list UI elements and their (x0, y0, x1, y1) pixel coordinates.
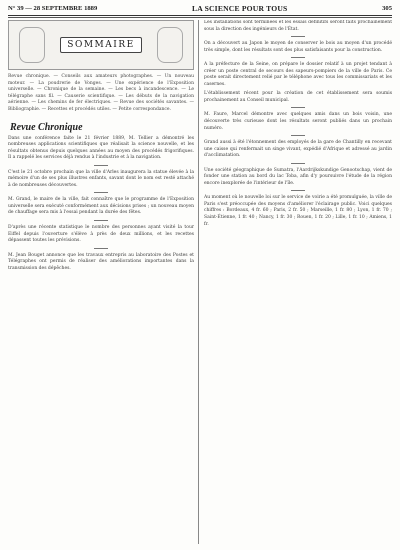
chronique-paragraph: M. Jean Bouget annonce que les travaux entrepris au laboratoire des Postes et Télégraphes ont permis de réaliser des améliorations importantes dans la transmission des dépêches. (8, 252, 194, 271)
journal-title: LA SCIENCE POUR TOUS (191, 4, 288, 13)
separator (291, 163, 305, 164)
column-paragraph: Grand aussi à été l'étonnement des employés de la gare de Chantilly en recevant une caisse qui renfermait un singe vivant, expédié d'Afrique et adressé au jardin d'acclimatation. (204, 140, 392, 159)
separator (291, 107, 305, 108)
column-paragraph: On a découvert au Japon le moyen de conserver le bois au moyen d'un procédé très simple, dont les résultats sont des plus satisfaisants pour la construction. (204, 41, 392, 53)
header-rule (8, 15, 392, 16)
column-paragraph: Les installations sont terminées et les essais définitifs seront faits prochainement sous la direction des ingénieurs de l'État. (204, 20, 392, 32)
chronique-paragraph: M. Grand, le maire de la ville, fait connaître que le programme de l'Exposition universelle sera exécuté conformément aux décisions prises ; un nouveau moyen de chauffage sera mis à l'essai pendant la durée des fêtes. (8, 197, 194, 216)
column-paragraph: A la préfecture de la Seine, on prépare le dossier relatif à un projet tendant à créer un poste central de secours des sapeurs-pompiers de la ville de Paris. Ce poste serait directement relié par le téléphone avec tous les commissariats et les casernes. (204, 62, 392, 87)
section-title: Revue Chronique (10, 121, 83, 133)
column-paragraph: Une société géographique de Sumatra, l'Aardrijkskundige Genootschap, vient de fonder une station au bord du lac Toba, afin d'y poursuivre l'étude de la région encore inexplorée de l'intérieur de l'île. (204, 167, 392, 186)
chronique-paragraph: C'est le 21 octobre prochain que la ville d'Arles inaugurera la statue élevée à la mémoire d'un de ses plus illustres enfants, savant dont le nom est resté attaché à de nombreuses découvertes. (8, 169, 194, 188)
separator (94, 220, 108, 221)
issue-number: N° 39 — 28 SEPTEMBRE 1889 (8, 5, 98, 12)
sommaire-text: Revue chronique. — Conseils aux amateurs photographes. — Un nouveau moteur. — La poudrerie de Vonges. — Une expérience de l'Exposition universelle. — Chronique de la semaine. — Les becs à incandescence. — Le télégraphe sans fil. — Causerie scientifique. — Les débuts de la navigation aérienne. — Les chemins de fer électriques. — Revue des sociétés savantes. — Bibliographie. — Recettes et procédés utiles. — Petite correspondance. (8, 74, 194, 112)
separator (94, 192, 108, 193)
separator (291, 57, 305, 58)
column-paragraph: M. Faure, Marcel démontre avec quelques amis dans un bois voisin, une découverte très curieuse dont les résultats seront publiés dans un prochain numéro. (204, 112, 392, 131)
column-paragraph: Au moment où le nouvelle loi sur le service de voirie a été promulguée, la ville de Paris s'est préoccupée des moyens d'améliorer l'éclairage public. Voici quelques chiffres : Bordeaux, 4 fr. 60 ; Paris, 2 fr. 50 ; Marseille, 1 fr. 80 ; Lyon, 1 fr. 70 ; Saint-Étienne, 1 fr. 40 ; Nancy, 1 fr. 30 ; Rouen, 1 fr. 20 ; Lille, 1 fr. 10 ; Amiens, 1 fr. (204, 195, 392, 227)
right-column (204, 20, 392, 546)
chronique-paragraph: D'après une récente statistique le nombre des personnes ayant visité la tour Eiffel depuis l'ouverture s'élève à près de deux millions, et les recettes dépassent toutes les prévisions. (8, 225, 194, 244)
column-paragraph: L'établissement récent pour la création de cet établissement sera soumis prochainement au Conseil municipal. (204, 91, 392, 103)
page-header (8, 2, 392, 15)
header-rule-thin (8, 17, 392, 18)
sommaire-label: SOMMAIRE (60, 37, 141, 53)
left-column (8, 20, 194, 546)
sommaire-banner (8, 20, 194, 70)
separator (94, 248, 108, 249)
ornament-left-icon (19, 27, 45, 63)
separator (291, 135, 305, 136)
separator (291, 36, 305, 37)
ornament-right-icon (157, 27, 183, 63)
chronique-paragraph: Dans une conférence faite le 21 février 1889, M. Tellier a démontré les nombreuses applications scientifiques que réalisait la science nouvelle, et les résultats obtenus depuis quelques années au moyen des procédés frigorifiques. Il a rappelé les services déjà rendus à l'industrie et à la navigation. (8, 135, 194, 161)
page-number: 305 (382, 5, 392, 12)
column-divider (198, 20, 199, 544)
separator (94, 165, 108, 166)
separator (291, 190, 305, 191)
